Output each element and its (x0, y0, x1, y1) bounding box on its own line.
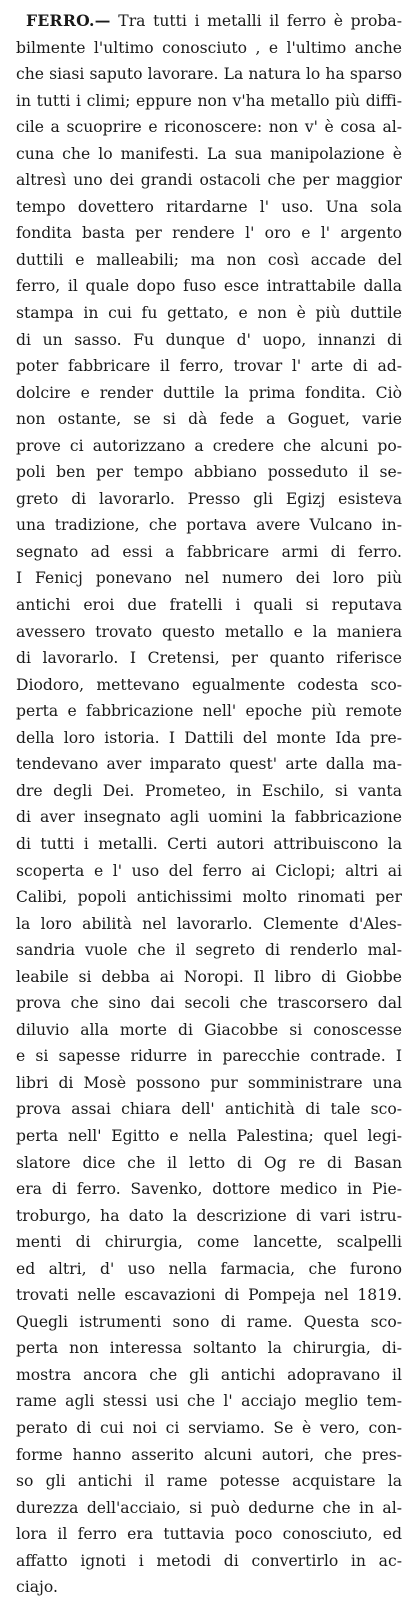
text-line (16, 1521, 402, 1548)
line-text: perato di cui noi ci serviamo. Se è vero, con- (16, 1418, 402, 1437)
text-line (16, 300, 402, 327)
text-line (16, 1574, 402, 1601)
text-line (16, 1335, 402, 1362)
text-line (16, 539, 402, 566)
text-line (16, 353, 402, 380)
line-text: perta non interessa soltanto la chirurgia, di- (16, 1339, 402, 1358)
text-line (16, 884, 402, 911)
text-line (16, 964, 402, 991)
line-text: Quegli istrumenti sono di rame. Questa sco- (16, 1312, 402, 1331)
text-line (16, 698, 402, 725)
text-line (16, 433, 402, 460)
line-text: greto di lavorarlo. Presso gli Egizj esisteva (16, 489, 402, 508)
text-line (16, 1017, 402, 1044)
line-text: la loro abilità nel lavorarlo. Clemente d'Ales- (16, 914, 402, 933)
text-line (16, 778, 402, 805)
text-line (16, 1256, 402, 1283)
line-text: tendevano aver imparato quest' arte dalla ma- (16, 755, 402, 774)
text-line (16, 1495, 402, 1522)
text-line (16, 247, 402, 274)
line-text: trovati nelle escavazioni di Pompeja nel 1819. (16, 1286, 402, 1305)
line-text: fondita basta per rendere l' oro e l' argento (16, 224, 402, 243)
line-text: so gli antichi il rame potesse acquistare la (16, 1472, 402, 1491)
text-line (16, 645, 402, 672)
text-line (16, 1548, 402, 1575)
line-text: duttili e malleabili; ma non così accade del (16, 250, 402, 269)
line-text: altresì uno dei grandi ostacoli che per maggior (16, 171, 402, 190)
line-text: non ostante, se si dà fede a Goguet, varie (16, 410, 402, 429)
page (16, 8, 402, 1601)
text-line (16, 1043, 402, 1070)
line-text: perta e fabbricazione nell' epoche più remote (16, 702, 402, 721)
line-text: e si sapesse ridurre in parecchie contrade. I (16, 1047, 402, 1066)
line-text: troburgo, ha dato la descrizione di vari istru- (16, 1206, 402, 1225)
line-text: sandria vuole che il segreto di renderlo mal- (16, 941, 402, 960)
line-text: forme hanno asserito alcuni autori, che pres- (16, 1445, 402, 1464)
line-text: una tradizione, che portava avere Vulcano in- (16, 516, 402, 535)
line-text: bilmente l'ultimo conosciuto , e l'ultimo anche (16, 38, 402, 57)
line-text: era di ferro. Savenko, dottore medico in Pie- (16, 1180, 402, 1199)
text-line (16, 725, 402, 752)
text-line (16, 1388, 402, 1415)
text-line (16, 937, 402, 964)
text-line (16, 1468, 402, 1495)
text-line (16, 88, 402, 115)
text-line (16, 220, 402, 247)
text-line (16, 1123, 402, 1150)
text-line (16, 512, 402, 539)
line-text: che siasi saputo lavorare. La natura lo ha sparso (16, 65, 402, 84)
line-text: menti di chirurgia, come lancette, scalpelli (16, 1233, 402, 1252)
text-line (16, 1362, 402, 1389)
line-text: scoperta e l' uso del ferro ai Ciclopi; altri ai (16, 861, 402, 880)
line-text: prova assai chiara dell' antichità di tale sco- (16, 1100, 402, 1119)
line-text: ed altri, d' uso nella farmacia, che furono (16, 1259, 402, 1278)
line-text: dre degli Dei. Prometeo, in Eschilo, si vanta (16, 781, 402, 800)
text-line (16, 751, 402, 778)
text-line (16, 380, 402, 407)
line-text: cuna che lo manifesti. La sua manipolazione è (16, 144, 402, 163)
line-text: di un sasso. Fu dunque d' uopo, innanzi di (16, 330, 402, 349)
text-line (16, 459, 402, 486)
line-text: rame agli stessi usi che l' acciajo meglio tem- (16, 1392, 402, 1411)
text-line (16, 1282, 402, 1309)
text-line (16, 273, 402, 300)
text-line (16, 1096, 402, 1123)
line-text: ferro, il quale dopo fuso esce intrattabile dalla (16, 277, 402, 296)
line-text: avessero trovato questo metallo e la maniera (16, 622, 402, 641)
line-text: ciajo. (16, 1578, 58, 1597)
line-text: affatto ignoti i metodi di convertirlo in ac- (16, 1551, 402, 1570)
line-text: antichi eroi due fratelli i quali si reputava (16, 596, 402, 615)
line-text: di lavorarlo. I Cretensi, per quanto riferisce (16, 649, 402, 668)
line-text: tempo dovettero ritardarne l' uso. Una sola (16, 197, 402, 216)
text-line (16, 35, 402, 62)
line-text: diluvio alla morte di Giacobbe si conoscesse (16, 1020, 402, 1039)
line-text: prove ci autorizzano a credere che alcuni po- (16, 436, 402, 455)
line-text: stampa in cui fu gettato, e non è più duttile (16, 304, 402, 323)
line-text: libri di Mosè possono pur somministrare una (16, 1073, 402, 1092)
text-line (16, 565, 402, 592)
text-line (16, 167, 402, 194)
text-line (16, 194, 402, 221)
text-line (16, 672, 402, 699)
line-text: slatore dice che il letto di Og re di Basan (16, 1153, 402, 1172)
line-text: cile a scuoprire e riconoscere: non v' è cosa al- (16, 118, 402, 137)
text-line (16, 327, 402, 354)
line-text: lora il ferro era tuttavia poco conosciuto, ed (16, 1525, 402, 1544)
text-line (16, 1150, 402, 1177)
text-line (16, 1309, 402, 1336)
text-line (16, 8, 402, 35)
line-text: mostra ancora che gli antichi adopravano il (16, 1365, 402, 1384)
line-text: poli ben per tempo abbiano posseduto il se- (16, 463, 402, 482)
text-line (16, 1070, 402, 1097)
line-text: I Fenicj ponevano nel numero dei loro più (16, 569, 402, 588)
line-text: di tutti i metalli. Certi autori attribuiscono la (16, 834, 402, 853)
text-line (16, 858, 402, 885)
line-text: della loro istoria. I Dattili del monte Ida pre- (16, 728, 402, 747)
text-line (16, 1176, 402, 1203)
text-line (16, 1442, 402, 1469)
entry-headword: FERRO.— (26, 11, 111, 30)
line-text: durezza dell'acciaio, si può dedurne che in al- (16, 1498, 402, 1517)
line-text: segnato ad essi a fabbricare armi di ferro. (16, 542, 402, 561)
line-text: dolcire e render duttile la prima fondita. Ciò (16, 383, 402, 402)
text-line (16, 990, 402, 1017)
text-line (16, 114, 402, 141)
line-text: Tra tutti i metalli il ferro è proba- (118, 12, 402, 30)
text-line (16, 911, 402, 938)
text-line (16, 486, 402, 513)
encyclopedia-entry (16, 8, 402, 1601)
line-text: prova che sino dai secoli che trascorsero dal (16, 994, 402, 1013)
text-line (16, 1415, 402, 1442)
line-text: Calibi, popoli antichissimi molto rinomati per (16, 888, 402, 907)
text-line (16, 619, 402, 646)
text-line (16, 141, 402, 168)
line-text: Diodoro, mettevano egualmente codesta sco- (16, 675, 402, 694)
line-text: poter fabbricare il ferro, trovar l' arte di ad- (16, 357, 402, 376)
line-text: leabile si debba ai Noropi. Il libro di Giobbe (16, 967, 402, 986)
text-line (16, 804, 402, 831)
text-line (16, 831, 402, 858)
line-text: in tutti i climi; eppure non v'ha metallo più diffi- (16, 91, 402, 110)
text-line (16, 1203, 402, 1230)
line-text: perta nell' Egitto e nella Palestina; quel legi- (16, 1126, 402, 1145)
text-line (16, 61, 402, 88)
line-text: di aver insegnato agli uomini la fabbricazione (16, 808, 402, 827)
text-line (16, 406, 402, 433)
text-line (16, 1229, 402, 1256)
text-line (16, 592, 402, 619)
